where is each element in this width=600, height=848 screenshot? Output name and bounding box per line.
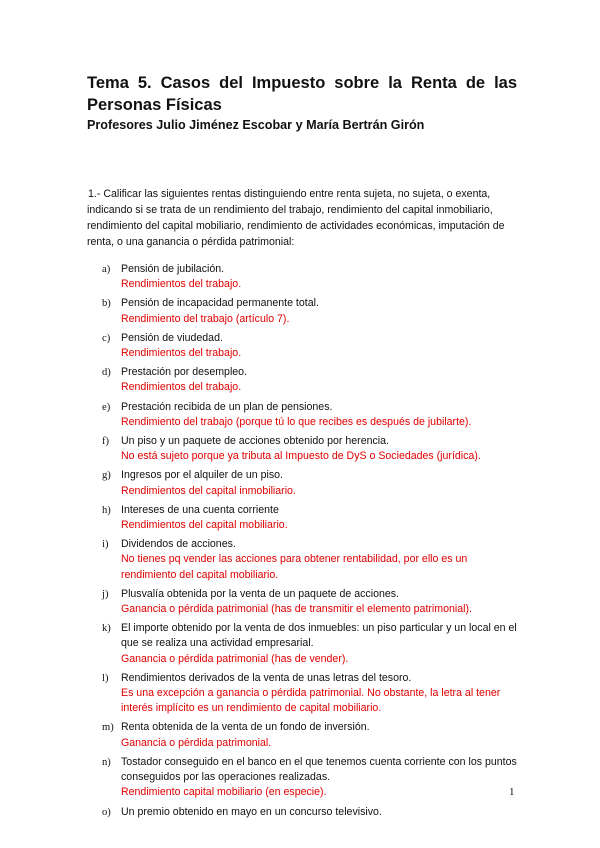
- item-letter: h): [102, 504, 111, 516]
- item-question: Dividendos de acciones.: [121, 538, 236, 551]
- item-question: Un piso y un paquete de acciones obtenido por herencia.: [121, 435, 389, 448]
- list-item: [102, 434, 518, 464]
- item-answer: No tienes pq vender las acciones para obtener rentabilidad, por ello es un rendimiento del capital mobiliario.: [121, 553, 468, 581]
- list-item: [102, 621, 518, 667]
- item-answer: Rendimientos del trabajo.: [121, 381, 242, 394]
- item-letter: a): [102, 264, 111, 275]
- item-answer: Rendimientos del capital inmobiliario.: [121, 484, 296, 497]
- list-item: [102, 400, 518, 430]
- question-text: Calificar las siguientes rentas distinguiendo entre renta sujeta, no sujeta, o exenta, indicando si se trata de un rendimiento del trabajo, rendimiento del capital inmobiliario, rendimiento del capital mobiliario, rendimiento de actividades económicas, imputación de renta, o una ganancia o pérdida patrimonial:: [87, 188, 505, 248]
- item-question: El importe obtenido por la venta de dos inmuebles: un piso particular y un local en el que se realiza una actividad empresarial.: [121, 622, 517, 650]
- item-answer: Rendimientos del trabajo.: [121, 347, 242, 360]
- title-line-1: Tema 5. Casos del Impuesto sobre la Renta de las: [87, 74, 517, 92]
- item-question: Pensión de viudedad.: [121, 331, 223, 344]
- list-item: [102, 671, 518, 717]
- item-answer: Rendimientos del trabajo.: [121, 278, 242, 291]
- item-question: Prestación por desempleo.: [121, 366, 248, 379]
- item-letter: c): [102, 332, 111, 344]
- item-letter: f): [102, 436, 110, 448]
- item-answer: Ganancia o pérdida patrimonial (has de vender).: [121, 652, 349, 665]
- item-letter: d): [102, 367, 111, 379]
- item-letter: i): [102, 539, 109, 551]
- item-answer: Rendimientos del capital mobiliario.: [121, 519, 288, 532]
- list-item: [102, 365, 518, 395]
- list-item: [102, 720, 518, 750]
- list-item: [102, 805, 518, 820]
- item-question: Rendimientos derivados de la venta de unas letras del tesoro.: [121, 671, 412, 684]
- list-item: [102, 331, 518, 361]
- item-letter: b): [102, 298, 111, 310]
- item-question: Prestación recibida de un plan de pensiones.: [121, 400, 333, 413]
- document-title: [87, 72, 517, 116]
- item-letter: k): [102, 623, 111, 635]
- item-answer: Rendimiento del trabajo (porque tú lo que recibes es después de jubilarte).: [121, 415, 472, 428]
- item-answer: Es una excepción a ganancia o pérdida patrimonial. No obstante, la letra al tener interés implícito es un rendimiento de capital mobiliario.: [121, 687, 501, 715]
- question-number: 1.-: [88, 188, 101, 200]
- authors-subtitle: Profesores Julio Jiménez Escobar y María Bertrán Girón: [87, 118, 425, 132]
- item-question: Pensión de jubilación.: [121, 263, 225, 275]
- item-answer: Rendimiento capital mobiliario (en especie).: [121, 786, 327, 799]
- list-item: [102, 262, 518, 292]
- item-answer: Rendimiento del trabajo (artículo 7).: [121, 312, 290, 325]
- item-question: Tostador conseguido en el banco en el que tenemos cuenta corriente con los puntos conseguidos por las operaciones realizadas.: [121, 755, 517, 784]
- list-item: [102, 587, 518, 617]
- list-item: [102, 503, 518, 533]
- item-question: Renta obtenida de la venta de un fondo de inversión.: [121, 721, 370, 734]
- item-letter: n): [102, 756, 111, 768]
- answer-list: [102, 262, 518, 824]
- item-letter: e): [102, 401, 111, 413]
- item-question: Ingresos por el alquiler de un piso.: [121, 469, 283, 482]
- list-item: [102, 537, 518, 583]
- item-question: Plusvalía obtenida por la venta de un paquete de acciones.: [121, 587, 399, 600]
- item-question: Intereses de una cuenta corriente: [121, 503, 279, 516]
- item-letter: m): [102, 722, 114, 734]
- item-letter: o): [102, 806, 111, 818]
- item-answer: Ganancia o pérdida patrimonial (has de transmitir el elemento patrimonial).: [121, 603, 472, 616]
- title-line-2: Personas Físicas: [87, 96, 222, 114]
- question-statement: [87, 186, 517, 250]
- item-answer: No está sujeto porque ya tributa al Impuesto de DyS o Sociedades (jurídica).: [121, 450, 481, 463]
- list-item: [102, 755, 518, 801]
- item-question: Un premio obtenido en mayo en un concurso televisivo.: [121, 805, 382, 818]
- item-question: Pensión de incapacidad permanente total.: [121, 297, 319, 310]
- item-answer: Ganancia o pérdida patrimonial.: [121, 736, 272, 749]
- page-number: 1: [509, 786, 515, 798]
- item-letter: g): [102, 470, 111, 482]
- list-item: [102, 468, 518, 498]
- list-item: [102, 296, 518, 326]
- item-letter: l): [102, 672, 109, 684]
- item-letter: j): [102, 588, 109, 600]
